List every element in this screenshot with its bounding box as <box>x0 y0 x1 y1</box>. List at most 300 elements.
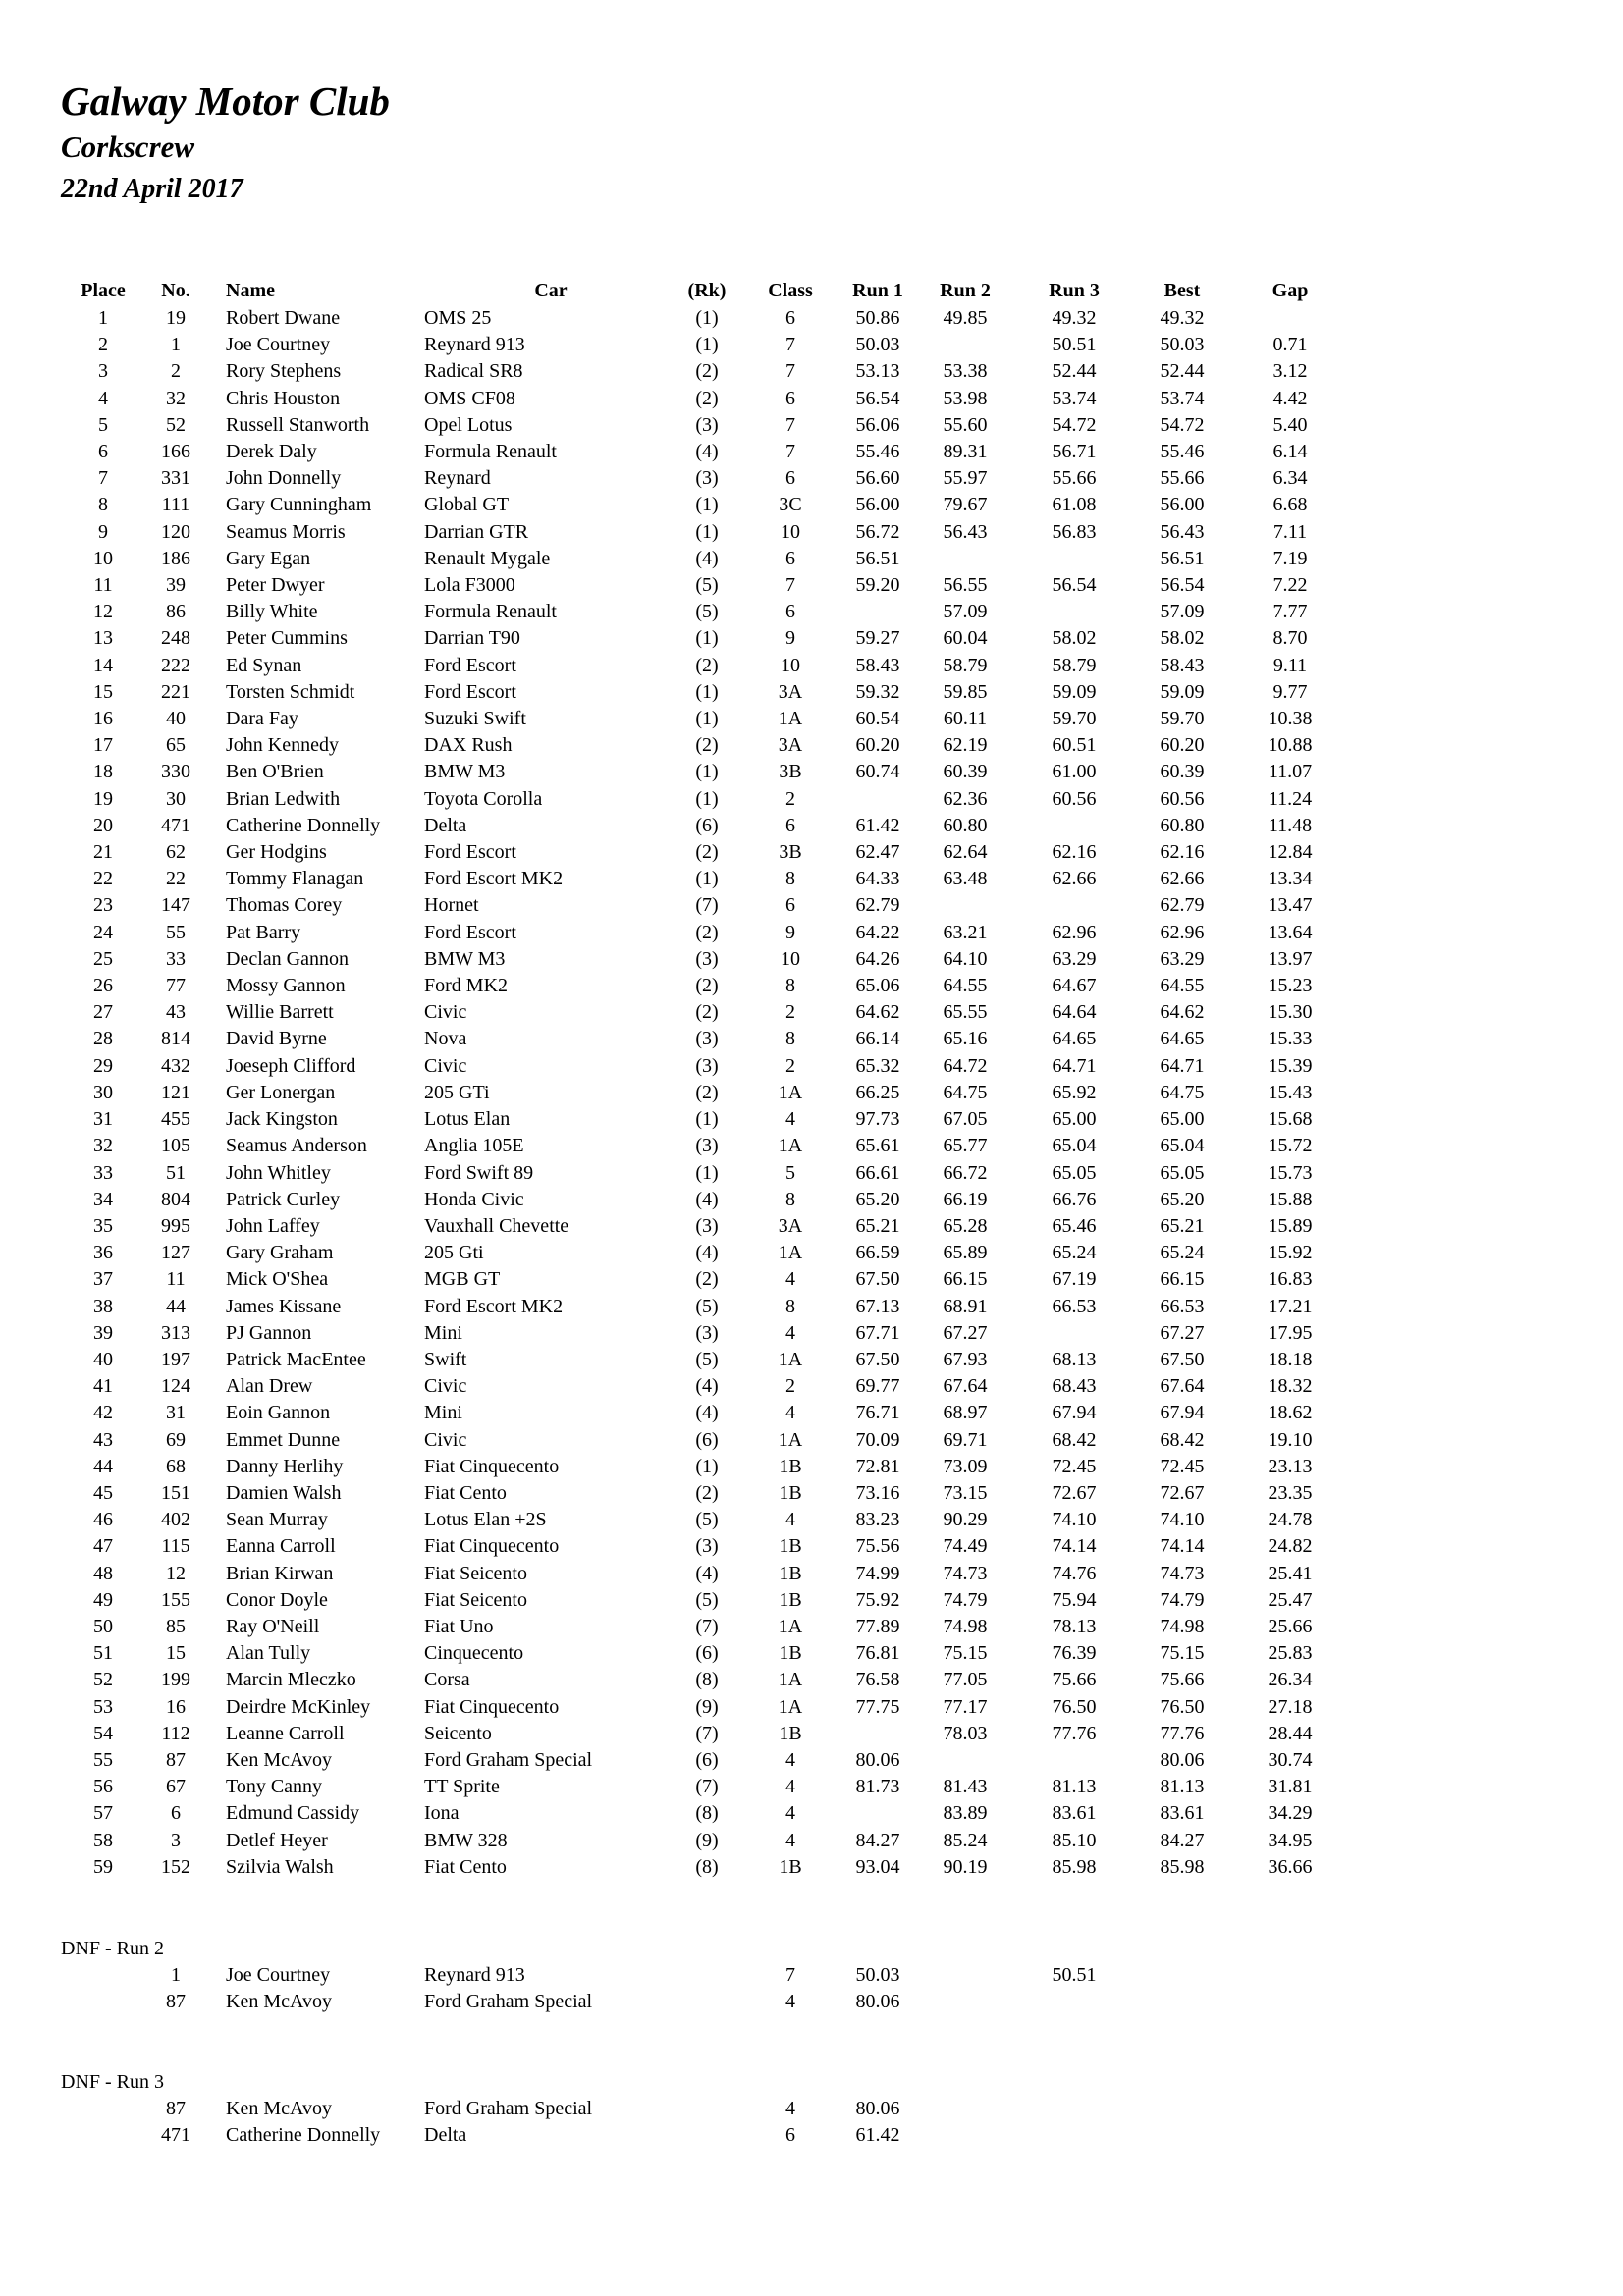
cell-place: 19 <box>93 787 113 810</box>
cell-gap: 6.14 <box>1272 441 1308 463</box>
cell-class: 3B <box>779 841 802 864</box>
cell-place: 2 <box>98 334 108 356</box>
cell-car: Suzuki Swift <box>424 708 526 730</box>
cell-name: Russell Stanworth <box>226 413 370 436</box>
cell-run1 <box>844 599 911 625</box>
cell-run3 <box>1019 599 1129 625</box>
table-row <box>61 1266 1345 1293</box>
cell-run2: 53.38 <box>943 360 988 383</box>
cell-no: 222 <box>161 654 190 676</box>
cell-gap: 18.62 <box>1268 1402 1313 1424</box>
cell-rk: (2) <box>695 841 719 864</box>
col-class: Class <box>768 280 813 301</box>
cell-name: Joeseph Clifford <box>226 1054 356 1077</box>
cell-class: 8 <box>785 1295 795 1317</box>
cell-run3: 74.76 <box>1052 1562 1097 1584</box>
cell-best: 62.79 <box>1160 894 1205 917</box>
cell-run2: 64.72 <box>943 1054 988 1077</box>
cell-rk: (1) <box>695 520 719 543</box>
cell-rk: (1) <box>695 627 719 650</box>
cell-best: 65.24 <box>1160 1242 1205 1264</box>
cell-gap: 15.73 <box>1268 1161 1313 1184</box>
cell-class: 1A <box>778 1135 803 1157</box>
cell-no: 87 <box>166 1748 186 1771</box>
cell-run2: 62.64 <box>943 841 988 864</box>
cell-no: 3 <box>171 1829 181 1851</box>
cell-best: 58.43 <box>1160 654 1205 676</box>
cell-run1: 83.23 <box>855 1509 900 1531</box>
cell-run2: 60.80 <box>943 814 988 836</box>
cell-run3: 65.46 <box>1052 1214 1097 1237</box>
cell-no: 155 <box>161 1588 190 1611</box>
table-row <box>61 1640 1345 1667</box>
cell-rk: (1) <box>695 708 719 730</box>
cell-run2: 56.43 <box>943 520 988 543</box>
col-gap: Gap <box>1271 280 1309 301</box>
cell-place: 51 <box>93 1642 113 1665</box>
cell-gap: 31.81 <box>1268 1776 1313 1798</box>
cell-run2: 55.60 <box>943 413 988 436</box>
cell-gap: 5.40 <box>1272 413 1308 436</box>
table-row <box>61 599 1345 625</box>
cell-class: 1A <box>778 1348 803 1370</box>
cell-gap: 17.21 <box>1268 1295 1313 1317</box>
cell-run3: 68.43 <box>1052 1375 1097 1398</box>
cell-class: 5 <box>785 1161 795 1184</box>
cell-best: 74.79 <box>1160 1588 1205 1611</box>
cell-rk: (3) <box>695 1054 719 1077</box>
table-row <box>61 1480 1345 1507</box>
cell-rk: (5) <box>695 574 719 597</box>
cell-no: 15 <box>166 1642 186 1665</box>
cell-car: Fiat Cinquecento <box>424 1455 560 1477</box>
cell-class: 2 <box>785 1375 795 1398</box>
table-row <box>61 839 1345 866</box>
cell-class: 3A <box>778 734 803 757</box>
cell-place: 15 <box>93 680 113 703</box>
cell-name: Damien Walsh <box>226 1481 342 1504</box>
cell-no: 69 <box>166 1428 186 1451</box>
cell-rk: (9) <box>695 1695 719 1718</box>
cell-run3 <box>1019 2096 1129 2122</box>
cell-best: 74.98 <box>1160 1615 1205 1637</box>
cell-name: Seamus Morris <box>226 520 346 543</box>
cell-run1: 74.99 <box>855 1562 900 1584</box>
cell-run1: 69.77 <box>855 1375 900 1398</box>
cell-run2: 66.19 <box>943 1188 988 1210</box>
cell-no: 248 <box>161 627 190 650</box>
cell-car: Darrian GTR <box>424 520 529 543</box>
cell-gap: 18.18 <box>1268 1348 1313 1370</box>
cell-name: PJ Gannon <box>226 1321 312 1344</box>
cell-place: 10 <box>93 547 113 569</box>
cell-car: Reynard 913 <box>424 1964 525 1986</box>
cell-name: Ed Synan <box>226 654 302 676</box>
cell-run1: 65.61 <box>855 1135 900 1157</box>
cell-run1: 64.26 <box>855 947 900 970</box>
cell-place: 30 <box>93 1081 113 1103</box>
cell-no: 111 <box>161 494 190 516</box>
cell-best: 60.56 <box>1160 787 1205 810</box>
cell-best: 75.15 <box>1160 1642 1205 1665</box>
cell-car: BMW M3 <box>424 947 506 970</box>
cell-name: Billy White <box>226 601 318 623</box>
cell-best: 56.54 <box>1160 574 1205 597</box>
cell-run3: 67.94 <box>1052 1402 1097 1424</box>
cell-best: 85.98 <box>1160 1855 1205 1878</box>
cell-car: DAX Rush <box>424 734 513 757</box>
cell-car: Ford MK2 <box>424 975 509 997</box>
table-row <box>61 1320 1345 1347</box>
cell-name: Ken McAvoy <box>226 2098 332 2119</box>
cell-car: Nova <box>424 1028 467 1050</box>
cell-place: 37 <box>93 1268 113 1291</box>
table-row <box>61 1587 1345 1614</box>
cell-run2: 66.72 <box>943 1161 988 1184</box>
cell-place: 4 <box>98 387 108 409</box>
cell-car: Iona <box>424 1802 460 1825</box>
cell-place: 8 <box>98 494 108 516</box>
cell-car: Ford Graham Special <box>424 1748 593 1771</box>
cell-gap: 7.22 <box>1272 574 1308 597</box>
cell-no: 221 <box>161 680 190 703</box>
cell-no: 471 <box>161 2124 190 2147</box>
cell-rk: (4) <box>695 1375 719 1398</box>
table-row <box>61 1747 1345 1774</box>
cell-no: 120 <box>161 520 190 543</box>
cell-run1: 53.13 <box>855 360 900 383</box>
cell-run2 <box>911 546 1019 572</box>
cell-no: 67 <box>166 1776 186 1798</box>
cell-class: 4 <box>785 1402 795 1424</box>
cell-gap: 15.92 <box>1268 1242 1313 1264</box>
cell-car: 205 Gti <box>424 1242 484 1264</box>
cell-run1: 60.74 <box>855 761 900 783</box>
cell-run1: 56.51 <box>855 547 900 569</box>
dnf-run3-table <box>61 2096 1129 2149</box>
cell-run3: 83.61 <box>1052 1802 1097 1825</box>
cell-class: 1A <box>778 1242 803 1264</box>
cell-best: 75.66 <box>1160 1669 1205 1691</box>
cell-run2: 74.79 <box>943 1588 988 1611</box>
cell-place: 3 <box>98 360 108 383</box>
cell-name: Eoin Gannon <box>226 1402 331 1424</box>
cell-rk: (4) <box>695 441 719 463</box>
cell-name: Catherine Donnelly <box>226 814 381 836</box>
table-row <box>61 625 1345 652</box>
cell-run3: 85.10 <box>1052 1829 1097 1851</box>
cell-run3: 60.51 <box>1052 734 1097 757</box>
cell-run2: 60.39 <box>943 761 988 783</box>
cell-best: 64.71 <box>1160 1054 1205 1077</box>
cell-run2: 90.19 <box>943 1855 988 1878</box>
cell-class: 4 <box>785 1509 795 1531</box>
table-row <box>61 305 1345 332</box>
cell-run2: 63.21 <box>943 921 988 943</box>
table-row <box>61 1240 1345 1266</box>
table-row <box>61 1053 1345 1080</box>
results-header-row <box>61 276 1345 305</box>
cell-place: 46 <box>93 1509 113 1531</box>
cell-run2: 55.97 <box>943 467 988 490</box>
dnf-row <box>61 1989 1129 2015</box>
cell-class: 8 <box>785 1028 795 1050</box>
cell-run2: 65.55 <box>943 1001 988 1024</box>
cell-best: 49.32 <box>1160 307 1205 329</box>
cell-gap: 15.39 <box>1268 1054 1313 1077</box>
cell-run2: 67.05 <box>943 1108 988 1131</box>
cell-name: John Laffey <box>226 1214 320 1237</box>
cell-rk: (4) <box>695 1188 719 1210</box>
cell-best: 65.21 <box>1160 1214 1205 1237</box>
cell-run3: 78.13 <box>1052 1615 1097 1637</box>
table-row <box>61 1080 1345 1106</box>
cell-run1: 76.81 <box>855 1642 900 1665</box>
table-row <box>61 1133 1345 1159</box>
cell-name: Ken McAvoy <box>226 1991 332 2013</box>
cell-place: 17 <box>93 734 113 757</box>
cell-run2: 64.55 <box>943 975 988 997</box>
table-row <box>61 1213 1345 1240</box>
table-row <box>61 1774 1345 1800</box>
cell-class: 4 <box>785 1748 795 1771</box>
cell-gap <box>1235 305 1345 332</box>
cell-car: Anglia 105E <box>424 1135 524 1157</box>
cell-run1: 56.00 <box>855 494 900 516</box>
cell-run3: 52.44 <box>1052 360 1097 383</box>
cell-rk: (2) <box>695 734 719 757</box>
table-row <box>61 679 1345 706</box>
cell-run2: 62.36 <box>943 787 988 810</box>
cell-run1: 60.20 <box>855 734 900 757</box>
cell-run2: 77.17 <box>943 1695 988 1718</box>
cell-run2: 73.15 <box>943 1481 988 1504</box>
cell-car: Corsa <box>424 1669 470 1691</box>
cell-run3: 58.79 <box>1052 654 1097 676</box>
cell-run3: 74.10 <box>1052 1509 1097 1531</box>
cell-run3: 59.70 <box>1052 708 1097 730</box>
cell-run3: 49.32 <box>1052 307 1097 329</box>
cell-class: 1A <box>778 1081 803 1103</box>
cell-run1: 61.42 <box>855 814 900 836</box>
cell-best: 65.04 <box>1160 1135 1205 1157</box>
cell-place: 50 <box>93 1615 113 1637</box>
cell-run3: 85.98 <box>1052 1855 1097 1878</box>
cell-name: Danny Herlihy <box>226 1455 344 1477</box>
cell-class: 1B <box>779 1722 802 1744</box>
cell-name: Torsten Schmidt <box>226 680 355 703</box>
cell-rk: (4) <box>695 1562 719 1584</box>
cell-class: 4 <box>785 1776 795 1798</box>
document-header <box>61 77 390 210</box>
cell-run1: 62.47 <box>855 841 900 864</box>
cell-best: 53.74 <box>1160 387 1205 409</box>
cell-car: Ford Escort MK2 <box>424 1295 564 1317</box>
cell-best: 77.76 <box>1160 1722 1205 1744</box>
cell-run1: 70.09 <box>855 1428 900 1451</box>
cell-place: 13 <box>93 627 113 650</box>
cell-name: Rory Stephens <box>226 360 342 383</box>
cell-name: Ger Lonergan <box>226 1081 336 1103</box>
cell-best: 62.16 <box>1160 841 1205 864</box>
cell-no: 112 <box>161 1722 190 1744</box>
cell-run3: 56.83 <box>1052 520 1097 543</box>
table-row <box>61 1187 1345 1213</box>
cell-run1: 93.04 <box>855 1855 900 1878</box>
cell-rk: (2) <box>695 360 719 383</box>
cell-rk: (6) <box>695 814 719 836</box>
dnf-row <box>61 1962 1129 1989</box>
cell-no: 30 <box>166 787 186 810</box>
cell-run2: 63.48 <box>943 868 988 890</box>
cell-run3 <box>1019 892 1129 919</box>
cell-run2: 62.19 <box>943 734 988 757</box>
cell-run1: 76.71 <box>855 1402 900 1424</box>
cell-run1: 56.54 <box>855 387 900 409</box>
table-row <box>61 1667 1345 1693</box>
cell-name: Gary Cunningham <box>226 494 372 516</box>
cell-rk: (1) <box>695 1455 719 1477</box>
cell-run2: 73.09 <box>943 1455 988 1477</box>
cell-class: 4 <box>785 1108 795 1131</box>
table-row <box>61 1800 1345 1827</box>
table-row <box>61 813 1345 839</box>
cell-name: David Byrne <box>226 1028 327 1050</box>
cell-run2: 74.98 <box>943 1615 988 1637</box>
cell-no: 77 <box>166 975 186 997</box>
cell-gap: 6.34 <box>1272 467 1308 490</box>
cell-run1: 64.62 <box>855 1001 900 1024</box>
cell-gap: 23.35 <box>1268 1481 1313 1504</box>
cell-run2: 56.55 <box>943 574 988 597</box>
cell-name: Emmet Dunne <box>226 1428 341 1451</box>
cell-name: Alan Tully <box>226 1642 311 1665</box>
cell-place: 23 <box>93 894 113 917</box>
cell-gap: 7.77 <box>1272 601 1308 623</box>
cell-class: 1A <box>778 1615 803 1637</box>
table-row <box>61 946 1345 973</box>
cell-name: Mick O'Shea <box>226 1268 329 1291</box>
cell-run2 <box>911 1747 1019 1774</box>
cell-car: Fiat Seicento <box>424 1562 527 1584</box>
cell-no: 86 <box>166 601 186 623</box>
cell-place: 12 <box>93 601 113 623</box>
cell-run1: 56.06 <box>855 413 900 436</box>
cell-name: Willie Barrett <box>226 1001 334 1024</box>
cell-run2: 81.43 <box>943 1776 988 1798</box>
cell-run2: 65.16 <box>943 1028 988 1050</box>
cell-run3: 56.54 <box>1052 574 1097 597</box>
cell-run3: 65.00 <box>1052 1108 1097 1131</box>
cell-best: 74.10 <box>1160 1509 1205 1531</box>
cell-gap: 9.11 <box>1272 654 1308 676</box>
cell-gap: 8.70 <box>1272 627 1308 650</box>
cell-car: Delta <box>424 2124 467 2147</box>
cell-rk: (6) <box>695 1642 719 1665</box>
cell-best: 65.00 <box>1160 1108 1205 1131</box>
table-row <box>61 1721 1345 1747</box>
cell-best: 64.62 <box>1160 1001 1205 1024</box>
cell-class: 3B <box>779 761 802 783</box>
cell-run1: 66.59 <box>855 1242 900 1264</box>
cell-no: 51 <box>166 1161 186 1184</box>
cell-place: 7 <box>98 467 108 490</box>
cell-run1 <box>844 1800 911 1827</box>
cell-class: 6 <box>785 387 795 409</box>
cell-gap: 15.89 <box>1268 1214 1313 1237</box>
cell-run3 <box>1019 546 1129 572</box>
cell-rk: (1) <box>695 307 719 329</box>
cell-rk: (2) <box>695 1481 719 1504</box>
table-row <box>61 492 1345 518</box>
cell-run2: 78.03 <box>943 1722 988 1744</box>
cell-run3: 81.13 <box>1052 1776 1097 1798</box>
cell-no: 44 <box>166 1295 186 1317</box>
cell-place: 34 <box>93 1188 113 1210</box>
cell-run2 <box>911 892 1019 919</box>
cell-run1: 72.81 <box>855 1455 900 1477</box>
cell-gap: 13.34 <box>1268 868 1313 890</box>
cell-class: 1A <box>778 1669 803 1691</box>
cell-run2: 67.27 <box>943 1321 988 1344</box>
cell-run3: 53.74 <box>1052 387 1097 409</box>
cell-no: 995 <box>161 1214 190 1237</box>
cell-no: 121 <box>161 1081 190 1103</box>
cell-best: 67.94 <box>1160 1402 1205 1424</box>
table-row <box>61 1400 1345 1426</box>
cell-run3: 60.56 <box>1052 787 1097 810</box>
cell-car: Delta <box>424 814 467 836</box>
cell-rk: (2) <box>695 654 719 676</box>
cell-best: 57.09 <box>1160 601 1205 623</box>
cell-car: Civic <box>424 1054 467 1077</box>
cell-class: 8 <box>785 975 795 997</box>
table-row <box>61 1614 1345 1640</box>
cell-no: 40 <box>166 708 186 730</box>
cell-no: 1 <box>171 1964 181 1986</box>
cell-run1: 56.72 <box>855 520 900 543</box>
cell-best: 72.45 <box>1160 1455 1205 1477</box>
cell-class: 1B <box>779 1642 802 1665</box>
cell-place: 28 <box>93 1028 113 1050</box>
cell-rk: (1) <box>695 761 719 783</box>
cell-run3: 59.09 <box>1052 680 1097 703</box>
cell-best: 66.15 <box>1160 1268 1205 1291</box>
cell-run3 <box>1019 1989 1129 2015</box>
cell-name: Mossy Gannon <box>226 975 346 997</box>
table-row <box>61 1561 1345 1587</box>
col-best: Best <box>1163 280 1201 301</box>
table-row <box>61 1533 1345 1560</box>
cell-best: 54.72 <box>1160 413 1205 436</box>
cell-name: Joe Courtney <box>226 334 331 356</box>
cell-car: Renault Mygale <box>424 547 551 569</box>
cell-car: 205 GTi <box>424 1081 490 1103</box>
cell-car: Seicento <box>424 1722 492 1744</box>
cell-place: 33 <box>93 1161 113 1184</box>
col-rk: (Rk) <box>687 280 727 301</box>
cell-run2: 66.15 <box>943 1268 988 1291</box>
cell-car: BMW 328 <box>424 1829 508 1851</box>
cell-best: 81.13 <box>1160 1776 1205 1798</box>
cell-best: 62.96 <box>1160 921 1205 943</box>
cell-run2: 60.11 <box>943 708 988 730</box>
cell-run1: 80.06 <box>855 1748 900 1771</box>
cell-class: 1A <box>778 1428 803 1451</box>
cell-best: 52.44 <box>1160 360 1205 383</box>
cell-class: 7 <box>785 334 795 356</box>
cell-place: 18 <box>93 761 113 783</box>
